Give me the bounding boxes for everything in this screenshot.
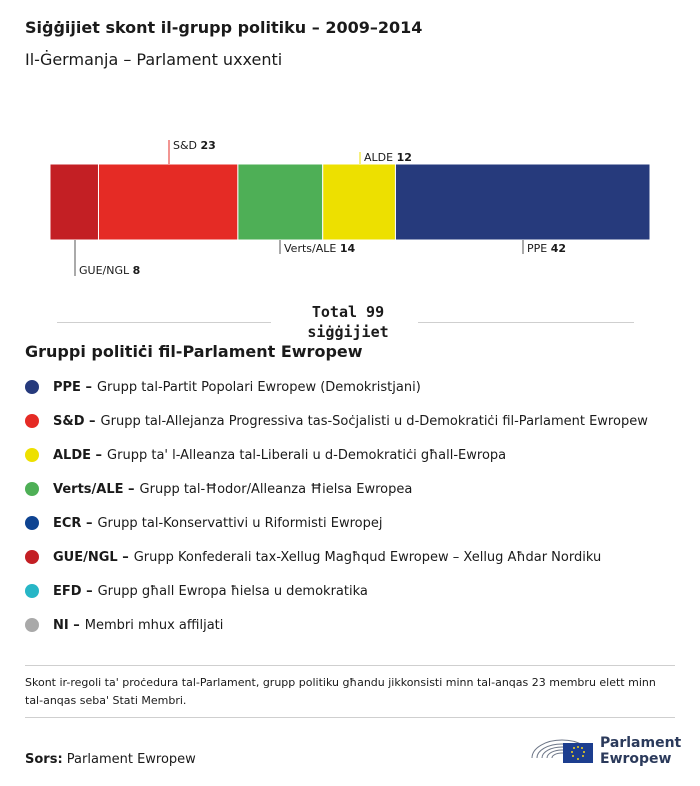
legend-text: Membri mhux affiljati bbox=[84, 617, 224, 633]
legend-text: Grupp tal-Allejanza Progressiva tas-Soċjalisti u d-Demokratiċi fil-Parlament Ewropew bbox=[100, 413, 648, 429]
legend-item bbox=[25, 438, 648, 472]
bar-segment bbox=[98, 164, 237, 240]
legend-text: Grupp Konfederali tax-Xellug Magħqud Ewropew – Xellug Aħdar Nordiku bbox=[133, 549, 602, 565]
legend-item bbox=[25, 506, 648, 540]
bar-data-label: ALDE 12 bbox=[364, 151, 412, 164]
chart-subtitle: Il-Ġermanja – Parlament uxxenti bbox=[25, 50, 283, 69]
legend-abbr: NI – bbox=[53, 617, 80, 633]
legend-dot-icon bbox=[25, 584, 39, 598]
note-divider-bottom bbox=[25, 717, 675, 718]
total-divider-right bbox=[418, 322, 634, 323]
legend-text: Grupp tal-Konservattivi u Riformisti Ewropej bbox=[97, 515, 383, 531]
legend-abbr: EFD – bbox=[53, 583, 93, 599]
legend-abbr: GUE/NGL – bbox=[53, 549, 129, 565]
legend-dot-icon bbox=[25, 550, 39, 564]
bar-segment bbox=[323, 164, 396, 240]
footnote: Skont ir-regoli ta' proċedura tal-Parlament, grupp politiku għandu jikkonsisti minn tal-anqas 23 membru elett minn tal-anqas seba' Stati Membri. bbox=[25, 676, 656, 707]
bar-segment bbox=[395, 164, 650, 240]
logo-text bbox=[600, 735, 681, 767]
chart-title: Siġġijiet skont il-grupp politiku – 2009–2014 bbox=[25, 18, 423, 37]
legend-dot-icon bbox=[25, 482, 39, 496]
legend-text: Grupp għall Ewropa ħielsa u demokratika bbox=[97, 583, 368, 599]
bar-data-label: Verts/ALE 14 bbox=[284, 242, 356, 255]
legend-abbr: ECR – bbox=[53, 515, 93, 531]
stacked-bar-chart bbox=[0, 0, 700, 300]
legend-item bbox=[25, 608, 648, 642]
legend bbox=[25, 370, 648, 642]
legend-dot-icon bbox=[25, 448, 39, 462]
legend-text: Grupp ta' l-Alleanza tal-Liberali u d-Demokratiċi għall-Ewropa bbox=[107, 447, 507, 463]
source-text: Parlament Ewropew bbox=[66, 752, 196, 767]
legend-abbr: PPE – bbox=[53, 379, 92, 395]
bar-data-label: S&D 23 bbox=[173, 139, 216, 152]
legend-item bbox=[25, 540, 648, 574]
source-label: Sors: bbox=[25, 752, 63, 767]
legend-item bbox=[25, 574, 648, 608]
legend-dot-icon bbox=[25, 414, 39, 428]
legend-abbr: S&D – bbox=[53, 413, 96, 429]
legend-item bbox=[25, 370, 648, 404]
bar-segment bbox=[50, 164, 98, 240]
legend-text: Grupp tal-Ħodor/Alleanza Ħielsa Ewropea bbox=[139, 481, 413, 497]
legend-text: Grupp tal-Partit Popolari Ewropew (Demokristjani) bbox=[96, 379, 421, 395]
note-divider-top bbox=[25, 665, 675, 666]
bar-data-label: GUE/NGL 8 bbox=[79, 264, 141, 277]
legend-item bbox=[25, 472, 648, 506]
source-line bbox=[25, 752, 196, 767]
legend-item bbox=[25, 404, 648, 438]
legend-title: Gruppi politiċi fil-Parlament Ewropew bbox=[25, 342, 363, 361]
legend-abbr: Verts/ALE – bbox=[53, 481, 135, 497]
bar-data-label: PPE 42 bbox=[527, 242, 567, 255]
total-seats-label: Total 99 siġġijiet bbox=[307, 303, 389, 341]
logo-line-1: Parlament bbox=[600, 735, 682, 751]
bar-segment bbox=[238, 164, 323, 240]
logo-line-2: Ewropew bbox=[600, 751, 672, 767]
legend-dot-icon bbox=[25, 618, 39, 632]
total-divider-left bbox=[57, 322, 271, 323]
legend-abbr: ALDE – bbox=[53, 447, 103, 463]
legend-dot-icon bbox=[25, 516, 39, 530]
legend-dot-icon bbox=[25, 380, 39, 394]
